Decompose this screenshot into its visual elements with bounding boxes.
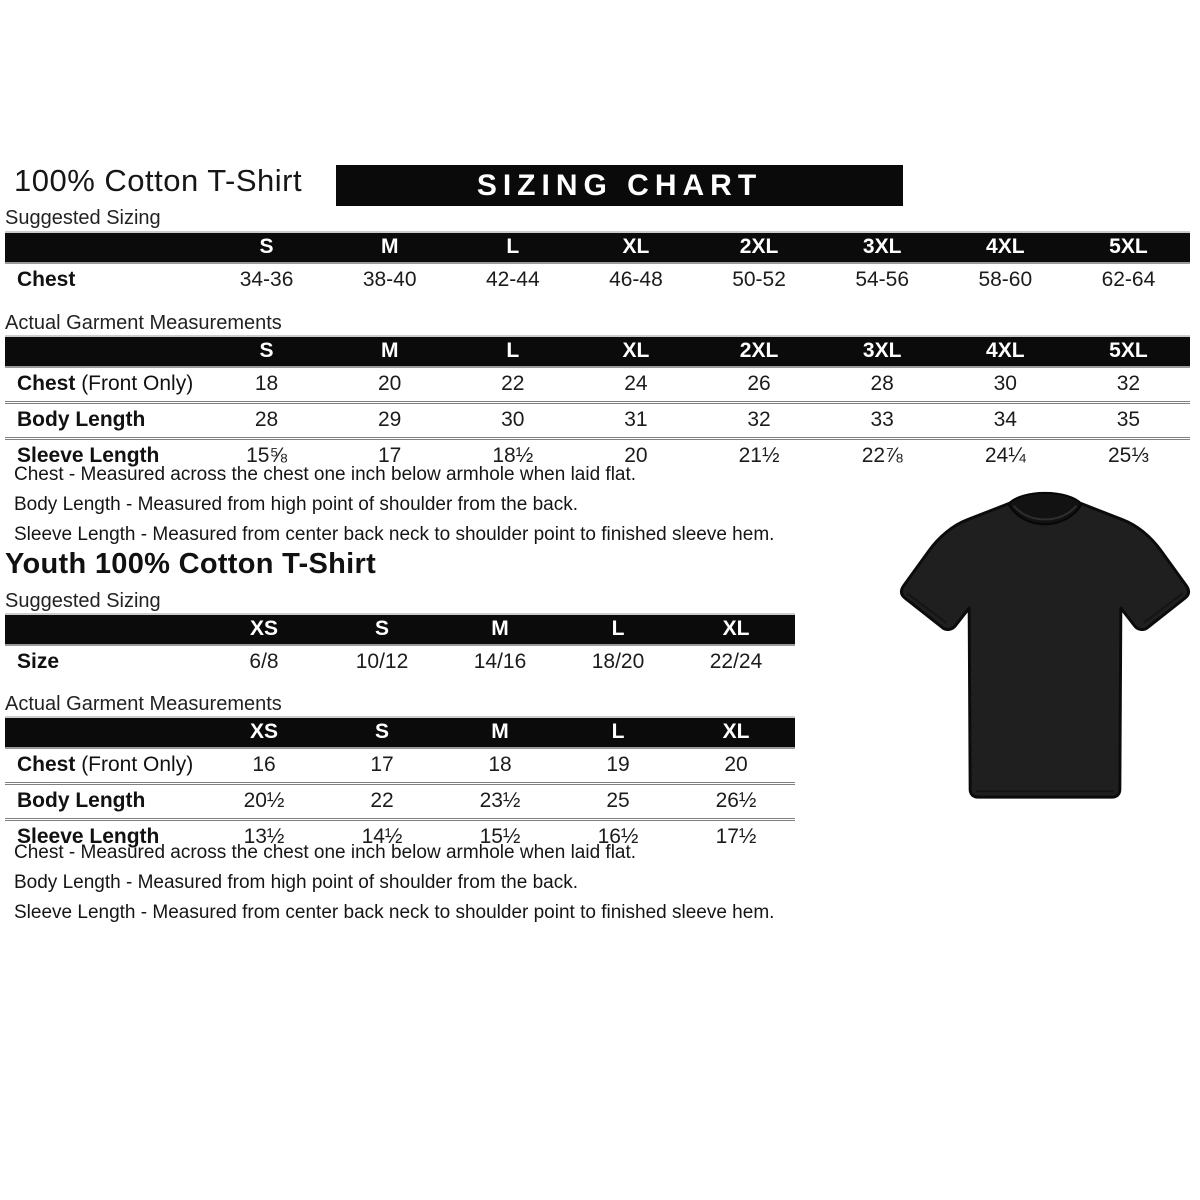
adult-actual-measurements-table — [5, 335, 1190, 473]
measurement-value: 32 — [1116, 372, 1141, 395]
measurement-value: 23½ — [479, 789, 521, 812]
youth-suggested-sizing-table — [5, 613, 795, 679]
size-column-header: XL — [722, 720, 750, 743]
size-column-header: 5XL — [1109, 339, 1148, 362]
size-column-header: M — [491, 720, 509, 743]
size-column-header: XL — [622, 339, 650, 362]
table-header-corner — [5, 232, 205, 263]
measurement-value: 62-64 — [1101, 268, 1156, 291]
size-column-header: 5XL — [1109, 235, 1148, 258]
size-column-header: L — [611, 617, 625, 640]
size-column-header: S — [259, 339, 274, 362]
measurement-value: 18 — [488, 753, 512, 776]
size-column-header: M — [491, 617, 509, 640]
measurement-value: 18/20 — [591, 650, 645, 673]
measurement-value: 22 — [370, 789, 394, 812]
tshirt-product-image — [895, 482, 1195, 807]
measurement-value: 30 — [993, 372, 1017, 395]
sizing-chart-banner — [336, 165, 903, 206]
note-body-length: Body Length - Measured from high point of shoulder from the back. — [14, 872, 578, 893]
measurement-value: 10/12 — [355, 650, 409, 673]
size-column-header: 2XL — [739, 339, 779, 362]
measurement-value: 20 — [378, 372, 402, 395]
row-label: Sleeve Length — [17, 825, 160, 848]
row-label: Body Length — [17, 789, 146, 812]
measurement-value: 17 — [378, 444, 402, 467]
size-column-header: L — [611, 720, 625, 743]
measurement-value: 54-56 — [855, 268, 910, 291]
size-column-header: S — [374, 617, 389, 640]
measurement-value: 20 — [724, 753, 748, 776]
youth-section-title: Youth 100% Cotton T-Shirt — [5, 548, 377, 580]
measurement-value: 50-52 — [732, 268, 786, 291]
sizing-chart-banner-label: SIZING CHART — [476, 168, 763, 202]
table-header-corner — [5, 717, 205, 748]
note-chest: Chest - Measured across the chest one inch below armhole when laid flat. — [14, 464, 637, 485]
measurement-value: 33 — [870, 408, 894, 431]
measurement-value: 26 — [747, 372, 771, 395]
youth-actual-measurements-table — [5, 716, 795, 854]
youth-actual-measurements-label: Actual Garment Measurements — [5, 693, 282, 715]
page-title: 100% Cotton T-Shirt — [14, 163, 303, 198]
measurement-value: 22 — [501, 372, 525, 395]
table-row — [5, 367, 1190, 403]
table-header-corner — [5, 614, 205, 645]
measurement-value: 31 — [624, 408, 648, 431]
measurement-value: 18½ — [492, 444, 534, 467]
size-column-header: XL — [622, 235, 650, 258]
measurement-value: 29 — [378, 408, 402, 431]
measurement-value: 38-40 — [362, 268, 417, 291]
row-label: Chest — [17, 268, 76, 291]
measurement-value: 20 — [624, 444, 648, 467]
row-label: Sleeve Length — [17, 444, 160, 467]
size-column-header: M — [380, 339, 399, 362]
size-column-header: 4XL — [986, 339, 1025, 362]
size-column-header: L — [506, 235, 520, 258]
table-row — [5, 263, 1190, 297]
table-header-corner — [5, 336, 205, 367]
measurement-value: 35 — [1116, 408, 1141, 431]
row-label: Size — [17, 650, 60, 673]
adult-actual-measurements-label: Actual Garment Measurements — [5, 312, 282, 334]
measurement-value: 15½ — [479, 825, 521, 848]
measurement-value: 14½ — [361, 825, 403, 848]
measurement-value: 21½ — [738, 444, 780, 467]
measurement-value: 34-36 — [239, 268, 294, 291]
measurement-value: 16 — [252, 753, 276, 776]
size-column-header: 3XL — [862, 339, 902, 362]
tshirt-body-shape — [901, 504, 1188, 797]
measurement-value: 25⅓ — [1108, 444, 1149, 467]
measurement-value: 46-48 — [609, 268, 663, 291]
measurement-value: 20½ — [243, 789, 285, 812]
measurement-value: 26½ — [715, 789, 757, 812]
measurement-value: 14/16 — [473, 650, 527, 673]
measurement-value: 58-60 — [978, 268, 1033, 291]
measurement-value: 15⅝ — [246, 444, 287, 467]
measurement-value: 17 — [370, 753, 394, 776]
measurement-value: 24 — [624, 372, 648, 395]
adult-suggested-sizing-table — [5, 231, 1190, 297]
note-chest: Chest - Measured across the chest one inch below armhole when laid flat. — [14, 842, 637, 863]
measurement-value: 28 — [254, 408, 279, 431]
measurement-value: 30 — [501, 408, 525, 431]
note-body-length: Body Length - Measured from high point of shoulder from the back. — [14, 494, 578, 515]
measurement-value: 19 — [606, 753, 630, 776]
table-row — [5, 748, 795, 784]
measurement-value: 32 — [747, 408, 771, 431]
table-row — [5, 403, 1190, 439]
size-column-header: S — [259, 235, 274, 258]
measurement-value: 17½ — [715, 825, 757, 848]
measurement-value: 13½ — [243, 825, 285, 848]
adult-suggested-sizing-label: Suggested Sizing — [5, 207, 161, 229]
size-column-header: 2XL — [739, 235, 779, 258]
measurement-value: 6/8 — [249, 650, 279, 673]
size-column-header: XS — [249, 720, 278, 743]
size-column-header: S — [374, 720, 389, 743]
measurement-value: 22⅞ — [861, 444, 903, 467]
row-label: Chest (Front Only) — [17, 753, 194, 776]
black-tshirt-graphic — [895, 482, 1195, 807]
row-label: Chest (Front Only) — [17, 372, 194, 395]
measurement-value: 18 — [254, 372, 279, 395]
adult-measurement-notes — [14, 460, 774, 550]
table-row — [5, 784, 795, 820]
note-sleeve-length: Sleeve Length - Measured from center back neck to shoulder point to finished sleeve hem. — [14, 902, 775, 923]
youth-measurement-notes — [14, 838, 774, 928]
size-column-header: M — [380, 235, 399, 258]
youth-suggested-sizing-label: Suggested Sizing — [5, 590, 161, 612]
measurement-value: 42-44 — [485, 268, 540, 291]
table-row — [5, 645, 795, 679]
size-column-header: XS — [249, 617, 278, 640]
measurement-value: 16½ — [597, 825, 639, 848]
row-label: Body Length — [17, 408, 146, 431]
measurement-value: 28 — [870, 372, 894, 395]
measurement-value: 24¼ — [984, 444, 1026, 467]
measurement-value: 34 — [993, 408, 1017, 431]
note-sleeve-length: Sleeve Length - Measured from center back neck to shoulder point to finished sleeve hem. — [14, 524, 775, 545]
size-column-header: L — [506, 339, 520, 362]
measurement-value: 25 — [606, 789, 630, 812]
size-column-header: XL — [722, 617, 750, 640]
measurement-value: 22/24 — [709, 650, 763, 673]
size-column-header: 4XL — [986, 235, 1025, 258]
size-column-header: 3XL — [862, 235, 902, 258]
